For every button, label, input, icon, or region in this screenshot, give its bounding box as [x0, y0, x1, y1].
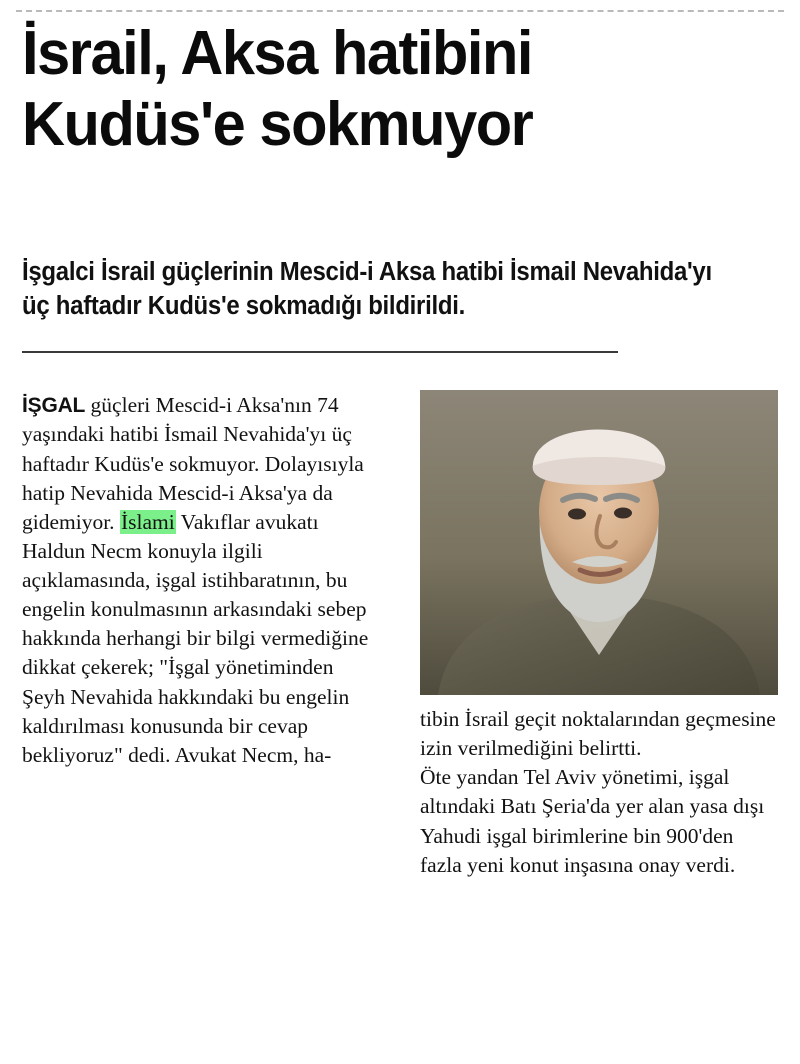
headline-line-2: Kudüs'e sokmuyor — [22, 89, 533, 159]
body-column-right — [420, 705, 778, 880]
subheadline-divider — [22, 351, 618, 353]
highlighted-term: İslami — [120, 509, 175, 534]
lead-word: İŞGAL — [22, 394, 86, 417]
left-text-part-1: güçleri Mescid-i Aksa'nın 74 yaşındaki hatibi İsmail Nevahida'yı üç haftadır Kudüs'e sokmuyor. Dolayısıyla hatip Nevahida Mescid-i Aksa'ya da gidemiyor. — [22, 393, 364, 534]
body-paragraph-left — [22, 391, 374, 770]
right-paragraph-2: Öte yandan Tel Aviv yönetimi, işgal altındaki Batı Şeria'da yer alan yasa dışı Yahudi işgal birimlerine bin 900'den fazla yeni konut inşasına onay verdi. — [420, 765, 765, 877]
article-photo — [420, 390, 778, 695]
left-text-part-2: Vakıflar avukatı Haldun Necm konuyla ilgili açıklamasında, işgal istihbaratının, bu engelin konulmasının arkasındaki sebep hakkında herhangi bir bilgi vermediğine dikkat çekerek; "İşgal yönetiminden Şeyh Nevahida hakkındaki bu engelin kaldırılması konusunda bir cevap bekliyoruz" dedi. Avukat Necm, ha- — [22, 509, 369, 767]
headline-line-1: İsrail, Aksa hatibini — [22, 19, 533, 88]
headline — [22, 19, 782, 159]
subheadline: İşgalci İsrail güçlerinin Mescid-i Aksa hatibi İsmail Nevahida'yı üç haftadır Kudüs'e sokmadığı bildirildi. — [22, 258, 712, 320]
body-column-left — [22, 391, 374, 770]
top-divider — [16, 10, 784, 12]
right-paragraph-1: tibin İsrail geçit noktalarından geçmesine izin verilmediğini belirtti. — [420, 707, 776, 761]
